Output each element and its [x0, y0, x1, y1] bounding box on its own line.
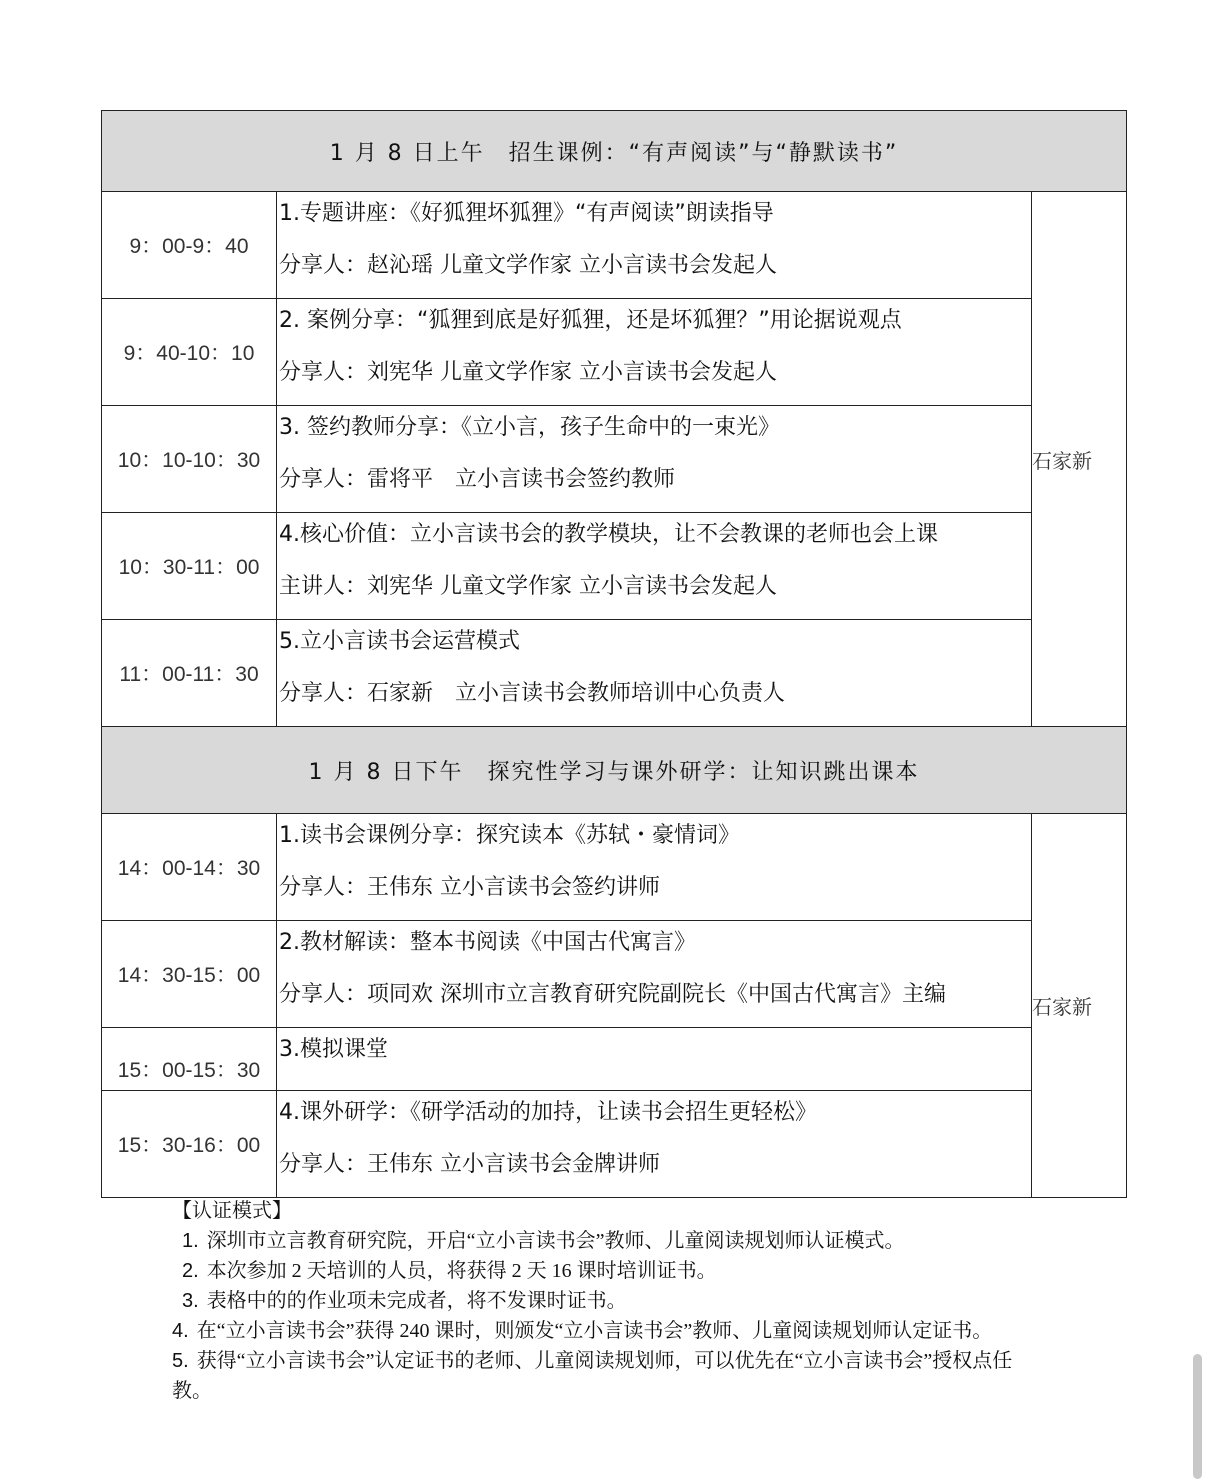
list-item [172, 1286, 1052, 1316]
item-text: 在“立小言读书会”获得 240 课时，则颁发“立小言读书会”教师、儿童阅读规划师认定证书。 [196, 1320, 993, 1342]
topic-text: 3.模拟课堂 [279, 1037, 388, 1062]
content-cell [277, 921, 1032, 1028]
item-number: 4. [172, 1320, 189, 1342]
item-text: 表格中的的作业项未完成者，将不发课时证书。 [206, 1290, 627, 1312]
time-cell: 9：40-10：10 [102, 299, 277, 406]
list-item [172, 1226, 1052, 1256]
item-number: 5. [172, 1350, 189, 1372]
list-item [172, 1256, 1052, 1286]
table-row [102, 620, 1127, 727]
host-cell: 石家新 [1032, 192, 1127, 727]
topic-text: 3. 签约教师分享：《立小言，孩子生命中的一束光》 [279, 415, 780, 440]
time-cell: 10：10-10：30 [102, 406, 277, 513]
speaker-text: 分享人：王伟东 立小言读书会金牌讲师 [279, 1152, 660, 1177]
table-row [102, 299, 1127, 406]
topic-text: 1.专题讲座：《好狐狸坏狐狸》“有声阅读”朗读指导 [279, 201, 774, 226]
item-text: 深圳市立言教育研究院，开启“立小言读书会”教师、儿童阅读规划师认证模式。 [206, 1230, 905, 1252]
item-number: 3. [182, 1290, 199, 1312]
table-row [102, 513, 1127, 620]
table-row [102, 814, 1127, 921]
time-cell: 15：00-15：30 [102, 1028, 277, 1091]
item-number: 2. [182, 1260, 199, 1282]
table-row [102, 1028, 1127, 1091]
session-header-row [102, 727, 1127, 814]
time-cell: 11：00-11：30 [102, 620, 277, 727]
topic-text: 2.教材解读：整本书阅读《中国古代寓言》 [279, 930, 696, 955]
session-title: 1 月 8 日下午 探究性学习与课外研学：让知识跳出课本 [102, 727, 1127, 814]
list-item [172, 1346, 1052, 1406]
table-row [102, 192, 1127, 299]
vertical-scrollbar[interactable] [1193, 1354, 1202, 1479]
table-row [102, 1091, 1127, 1198]
content-cell [277, 1091, 1032, 1198]
list-item [172, 1316, 1052, 1346]
speaker-text: 分享人：石家新 立小言读书会教师培训中心负责人 [279, 681, 786, 706]
time-cell: 15：30-16：00 [102, 1091, 277, 1198]
time-cell: 14：30-15：00 [102, 921, 277, 1028]
item-text: 获得“立小言读书会”认定证书的老师、儿童阅读规划师，可以优先在“立小言读书会”授权点任教。 [172, 1350, 1013, 1402]
topic-text: 4.核心价值：立小言读书会的教学模块，让不会教课的老师也会上课 [279, 522, 938, 547]
certification-notes [172, 1196, 1052, 1406]
content-cell [277, 620, 1032, 727]
speaker-text: 主讲人：刘宪华 儿童文学作家 立小言读书会发起人 [279, 574, 777, 599]
session-title: 1 月 8 日上午 招生课例：“有声阅读”与“静默读书” [102, 111, 1127, 192]
speaker-text: 分享人：刘宪华 儿童文学作家 立小言读书会发起人 [279, 360, 777, 385]
time-cell: 9：00-9：40 [102, 192, 277, 299]
time-cell: 14：00-14：30 [102, 814, 277, 921]
speaker-text: 分享人：王伟东 立小言读书会签约讲师 [279, 875, 660, 900]
time-cell: 10：30-11：00 [102, 513, 277, 620]
host-cell: 石家新 [1032, 814, 1127, 1198]
table-row [102, 921, 1127, 1028]
content-cell [277, 406, 1032, 513]
schedule-table [101, 110, 1127, 1198]
content-cell [277, 513, 1032, 620]
item-number: 1. [182, 1230, 199, 1252]
topic-text: 5.立小言读书会运营模式 [279, 629, 520, 654]
speaker-text: 分享人：雷将平 立小言读书会签约教师 [279, 467, 676, 492]
topic-text: 2. 案例分享：“狐狸到底是好狐狸，还是坏狐狸？”用论据说观点 [279, 308, 902, 333]
topic-text: 4.课外研学：《研学活动的加持，让读书会招生更轻松》 [279, 1100, 817, 1125]
content-cell [277, 192, 1032, 299]
speaker-text: 分享人：赵沁瑶 儿童文学作家 立小言读书会发起人 [279, 253, 777, 278]
topic-text: 1.读书会课例分享：探究读本《苏轼・豪情词》 [279, 823, 740, 848]
content-cell [277, 299, 1032, 406]
table-row [102, 406, 1127, 513]
session-header-row [102, 111, 1127, 192]
content-cell [277, 814, 1032, 921]
item-text: 本次参加 2 天培训的人员，将获得 2 天 16 课时培训证书。 [206, 1260, 717, 1282]
content-cell [277, 1028, 1032, 1091]
speaker-text: 分享人：项同欢 深圳市立言教育研究院副院长《中国古代寓言》主编 [279, 982, 946, 1007]
notes-heading: 【认证模式】 [172, 1200, 292, 1222]
